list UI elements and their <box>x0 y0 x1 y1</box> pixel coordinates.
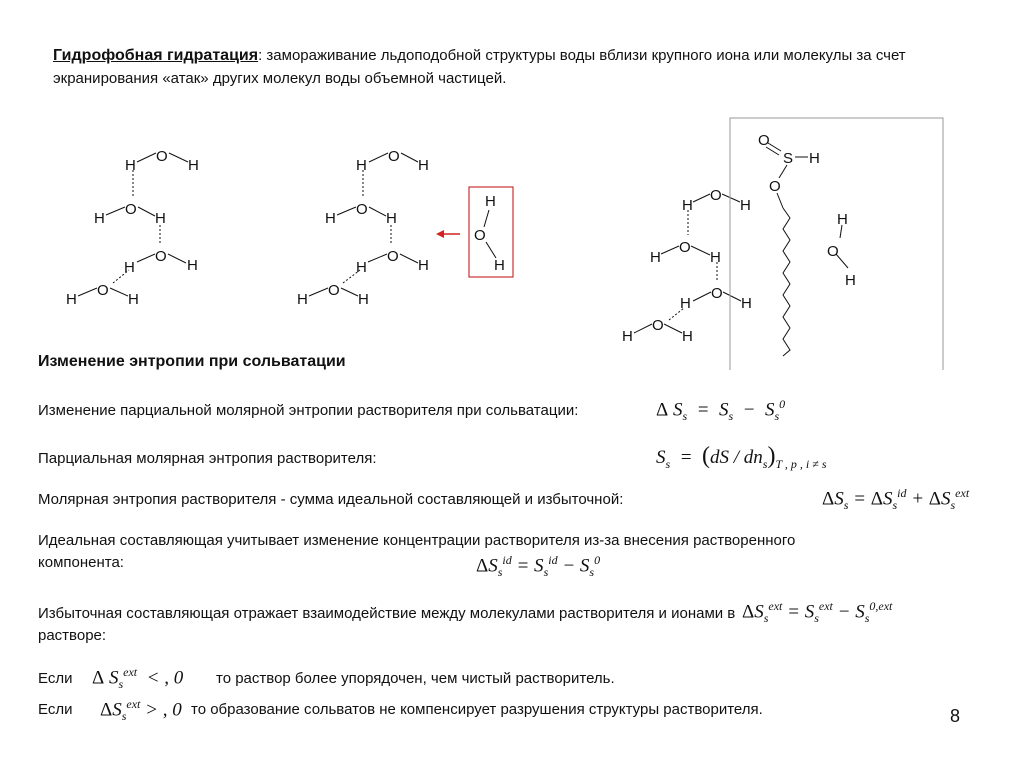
atom-o: O <box>679 239 691 256</box>
atom-o: O <box>156 148 168 165</box>
atom-h: H <box>325 210 336 227</box>
atom-h: H <box>650 249 661 266</box>
atom-o: O <box>97 282 109 299</box>
atom-h: H <box>680 295 691 312</box>
atom-h: H <box>124 259 135 276</box>
atom-h: H <box>710 249 721 266</box>
atom-o: O <box>758 132 770 149</box>
atom-o: O <box>710 187 722 204</box>
formula-positive: $\Delta S_s^{ext}$ > , 0 <box>100 697 182 724</box>
atom-o: O <box>827 243 839 260</box>
atom-o: O <box>328 282 340 299</box>
intro-text: : замораживание льдоподобной структуры воды вблизи крупного иона или молекулы за счет экранирования «атак» других молекул воды объемной частицей. <box>53 47 906 87</box>
section-title: Изменение энтропии при сольватации <box>38 353 346 370</box>
atom-h: H <box>297 291 308 308</box>
intro-term: Гидрофобная гидратация <box>53 47 259 64</box>
hydration-diagram <box>0 110 1024 370</box>
line-if-negative-post: то раствор более упорядочен, чем чистый растворитель. <box>216 670 615 687</box>
atom-h: H <box>485 193 496 210</box>
atom-h: H <box>94 210 105 227</box>
atom-h: H <box>622 328 633 345</box>
atom-h: H <box>188 157 199 174</box>
formula-delta-s: Δ $S_s = S_s - S_s^0$ <box>656 397 786 424</box>
formula-sum: $\Delta S_s = \Delta S_s^{id} + \Delta S_s^{ext}$ <box>822 486 970 513</box>
atom-h: H <box>358 291 369 308</box>
line-if-positive-post: то образование сольватов не компенсирует разрушения структуры растворителя. <box>191 701 763 718</box>
atom-h: H <box>494 257 505 274</box>
atom-h: H <box>418 257 429 274</box>
atom-o: O <box>711 285 723 302</box>
atom-o: O <box>155 248 167 265</box>
arrow-head <box>436 230 444 238</box>
atom-h: H <box>809 150 820 167</box>
line-partial-entropy: Парциальная молярная энтропия растворителя: <box>38 450 377 467</box>
atom-h: H <box>837 211 848 228</box>
line-excess-component: Избыточная составляющая отражает взаимодействие между молекулами растворителя и ионами в растворе: <box>38 605 736 644</box>
atom-h: H <box>418 157 429 174</box>
line-molar-entropy-sum: Молярная энтропия растворителя - сумма идеальной составляющей и избыточной: <box>38 491 624 508</box>
formula-excess: $\Delta S_s^{ext} = S_s^{ext} - S_s^{0,ext}$ <box>742 599 893 626</box>
line-if-negative-pre: Если <box>38 670 73 687</box>
intro-paragraph <box>53 44 983 90</box>
atom-h: H <box>128 291 139 308</box>
atom-h: H <box>356 259 367 276</box>
atom-h: H <box>66 291 77 308</box>
atom-o: O <box>769 178 781 195</box>
atom-h: H <box>740 197 751 214</box>
line-partial-entropy-change: Изменение парциальной молярной энтропии растворителя при сольватации: <box>38 402 579 419</box>
formula-partial-entropy: $S_s = (dS / dn_s)_{T , p , i \ne s}$ <box>656 443 827 471</box>
formula-ideal: $\Delta S_s^{id} = S_s^{id} - S_s^0$ <box>476 553 601 580</box>
line-if-positive-pre: Если <box>38 701 73 718</box>
atom-h: H <box>187 257 198 274</box>
atom-h: H <box>125 157 136 174</box>
atom-h: H <box>386 210 397 227</box>
atom-h: H <box>155 210 166 227</box>
atom-o: O <box>388 148 400 165</box>
atom-s: S <box>783 150 794 167</box>
atom-o: O <box>125 201 137 218</box>
atom-h: H <box>356 157 367 174</box>
atom-o: O <box>474 227 486 244</box>
atom-h: H <box>741 295 752 312</box>
atom-h: H <box>682 197 693 214</box>
atom-h: H <box>682 328 693 345</box>
page-number: 8 <box>950 706 961 726</box>
line-ideal-component: Идеальная составляющая учитывает изменение концентрации растворителя из-за внесения растворенного компонента: <box>38 532 796 571</box>
atom-o: O <box>387 248 399 265</box>
formula-negative: Δ $S_s^{ext}$ < , 0 <box>92 665 184 692</box>
atom-h: H <box>845 272 856 289</box>
atom-o: O <box>356 201 368 218</box>
atom-o: O <box>652 317 664 334</box>
